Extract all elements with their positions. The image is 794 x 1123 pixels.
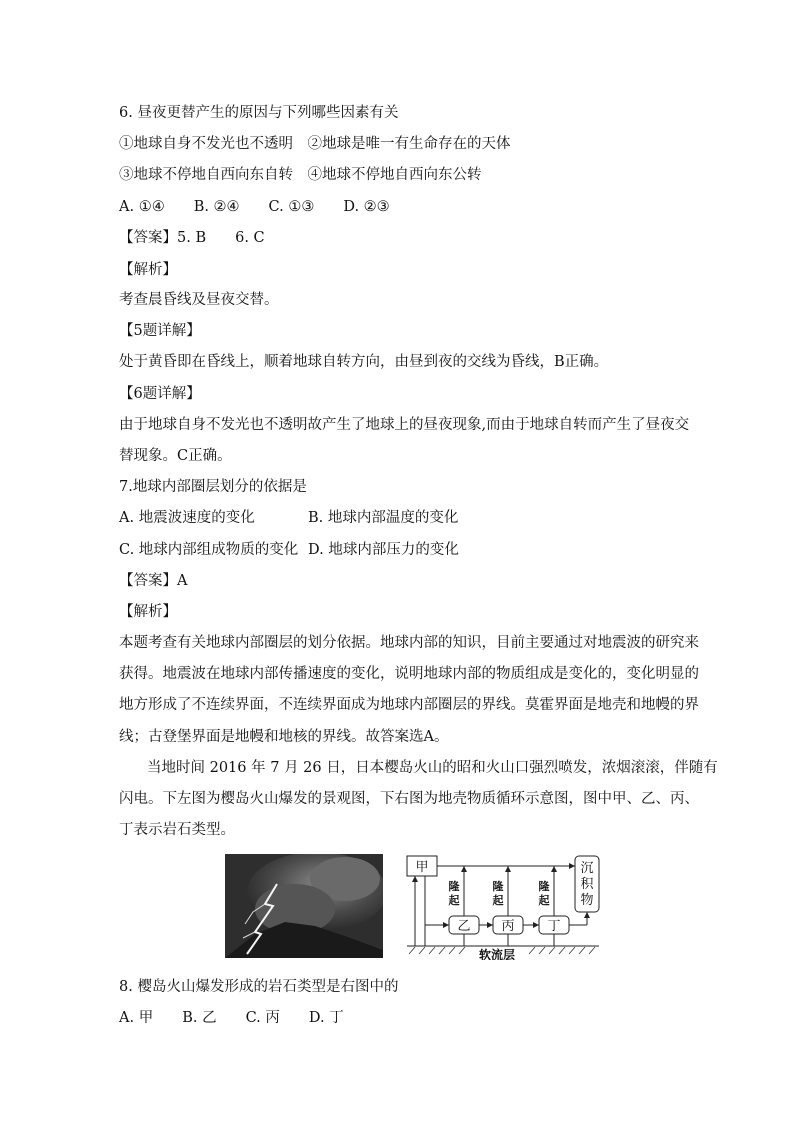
material-line-2: 闪电。下左图为樱岛火山爆发的景观图，下右图为地壳物质循环示意图，图中甲、乙、丙、 [119,791,699,807]
analysis-7-line-4: 线；古登堡界面是地幔和地核的界线。故答案选A。 [119,729,449,745]
detail-5-text: 处于黄昏即在昏线上，顺着地球自转方向，由昼到夜的交线为昏线，B正确。 [119,354,609,370]
label-yi: 乙 [457,919,471,934]
detail-5-heading: 【5题详解】 [119,323,201,339]
uplift-label-2a: 隆 [492,880,504,893]
label-sediment-2: 积 [580,877,594,892]
answer-5-6: 【答案】5. B 6. C [119,230,265,246]
question-6-options: A. ①④ B. ②④ C. ①③ D. ②③ [119,199,390,215]
analysis-7-heading: 【解析】 [119,604,177,620]
analysis-7-line-2: 获得。地震波在地球内部传播速度的变化，说明地球内部的物质组成是变化的，变化明显的 [119,666,699,682]
uplift-label-1b: 起 [448,894,460,907]
question-6-statements-2: ③地球不停地自西向东自转 ④地球不停地自西向东公转 [119,167,482,183]
label-bing: 丙 [501,919,515,934]
uplift-label-3a: 隆 [538,880,550,893]
label-sediment-3: 物 [580,893,594,908]
analysis-text: 考查晨昏线及昼夜交替。 [119,292,279,308]
uplift-label-3b: 起 [538,894,550,907]
detail-6-text-2: 替现象。C正确。 [119,448,232,464]
analysis-heading: 【解析】 [119,262,177,278]
answer-7: 【答案】A [119,573,188,589]
label-jia: 甲 [415,860,429,875]
material-line-3: 丁表示岩石类型。 [119,822,235,838]
question-6-statements-1: ①地球自身不发光也不透明 ②地球是唯一有生命存在的天体 [119,136,511,152]
label-ding: 丁 [547,919,561,934]
question-6-stem: 6. 昼夜更替产生的原因与下列哪些因素有关 [119,105,399,121]
question-8-options: A. 甲 B. 乙 C. 丙 D. 丁 [119,1010,344,1026]
detail-6-text-1: 由于地球自身不发光也不透明故产生了地球上的昼夜现象,而由于地球自转而产生了昼夜交 [119,417,690,433]
detail-6-heading: 【6题详解】 [119,386,201,402]
question-7-option-c: C. 地球内部组成物质的变化 [119,542,299,558]
label-asthenosphere: 软流层 [478,948,516,960]
uplift-label-2b: 起 [492,894,504,907]
figure-row [225,854,600,960]
analysis-7-line-3: 地方形成了不连续界面，不连续界面成为地球内部圈层的界线。莫霍界面是地壳和地幔的界 [119,697,699,713]
label-sediment-1: 沉 [580,861,594,876]
rock-cycle-diagram [405,854,600,960]
volcano-eruption-photo [225,854,383,958]
uplift-label-1a: 隆 [448,880,460,893]
question-7-option-d: D. 地球内部压力的变化 [308,542,459,558]
material-line-1: 当地时间 2016 年 7 月 26 日，日本樱岛火山的昭和火山口强烈喷发，浓烟滚滚，伴随有 [147,760,718,776]
analysis-7-line-1: 本题考查有关地球内部圈层的划分依据。地球内部的知识，目前主要通过对地震波的研究来 [119,635,699,651]
question-7-option-a: A. 地震波速度的变化 [119,510,255,526]
question-7-stem: 7.地球内部圈层划分的依据是 [119,479,307,495]
question-7-option-b: B. 地球内部温度的变化 [308,510,459,526]
question-8-stem: 8. 樱岛火山爆发形成的岩石类型是右图中的 [119,979,399,995]
